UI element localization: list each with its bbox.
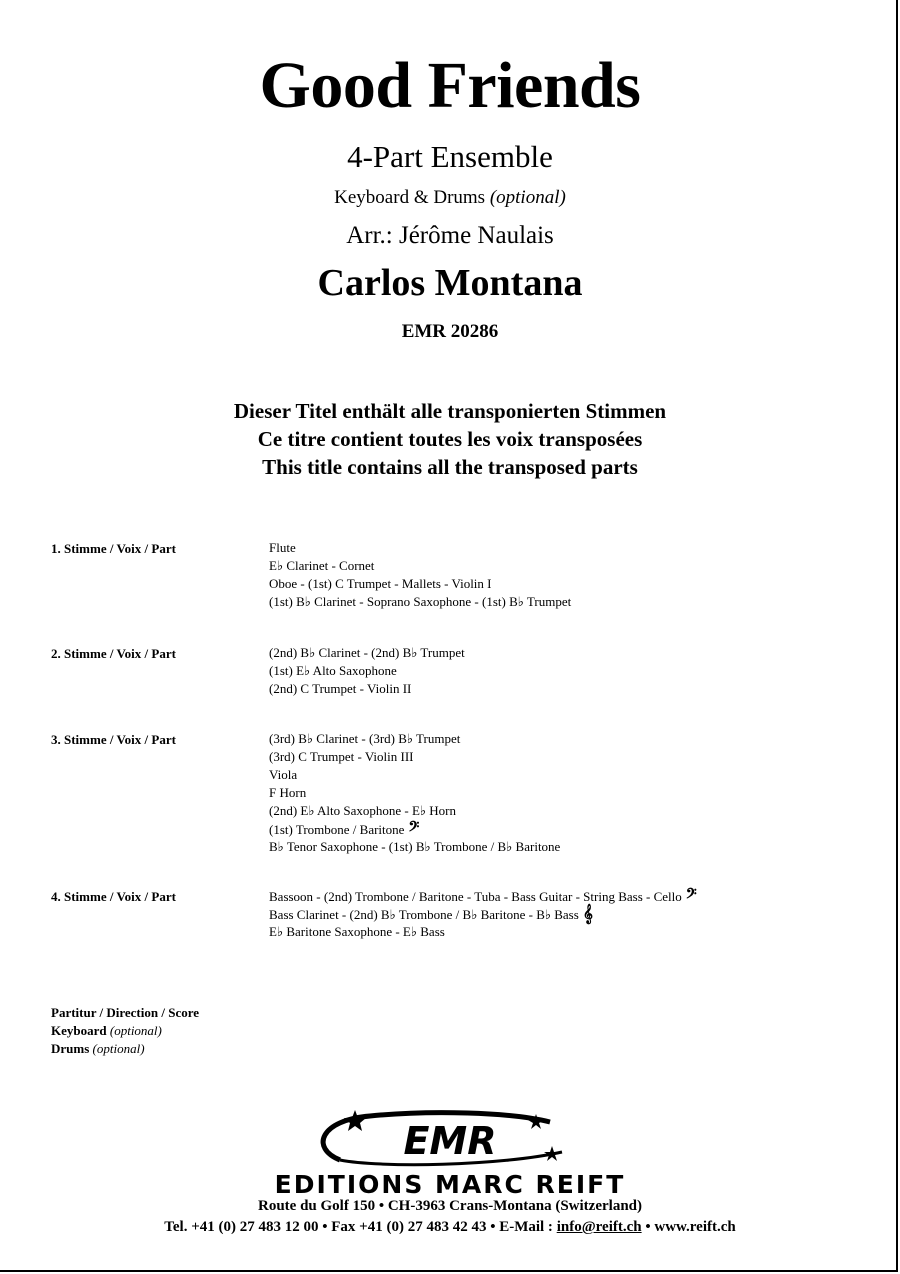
emr-logo bbox=[300, 1108, 600, 1170]
instrument-line: E♭ Baritone Saxophone - E♭ Bass bbox=[269, 924, 445, 939]
instrumentation-main: Keyboard & Drums bbox=[334, 187, 486, 208]
instrument-line: Flute bbox=[269, 540, 296, 555]
part-3-instruments bbox=[269, 730, 560, 856]
instrument-line: F Horn bbox=[269, 785, 307, 800]
arranger-credit: Arr.: Jérôme Naulais bbox=[346, 222, 554, 249]
instrument-line: Oboe - (1st) C Trumpet - Mallets - Violin I bbox=[269, 576, 492, 591]
instrument-line: Viola bbox=[269, 767, 298, 782]
publisher-address: Route du Golf 150 • CH-3963 Crans-Montana (Switzerland) bbox=[258, 1198, 642, 1214]
email-link[interactable]: info@reift.ch bbox=[556, 1219, 642, 1235]
logo-lettering: EMR bbox=[403, 1119, 497, 1163]
instrument-line: (2nd) C Trumpet - Violin II bbox=[269, 681, 412, 696]
part-2-label: 2. Stimme / Voix / Part bbox=[51, 646, 176, 661]
part-4-label: 4. Stimme / Voix / Part bbox=[51, 889, 176, 904]
composer-name: Carlos Montana bbox=[317, 262, 583, 304]
instrument-line-with-clef: Bass Clarinet - (2nd) B♭ Trombone / B♭ Baritone - B♭ Bass 𝄞 bbox=[269, 904, 593, 923]
instrument-line: (2nd) B♭ Clarinet - (2nd) B♭ Trumpet bbox=[269, 645, 465, 660]
instrument-line: B♭ Tenor Saxophone - (1st) B♭ Trombone / B♭ Baritone bbox=[269, 839, 561, 854]
contact-phone-fax: Tel. +41 (0) 27 483 12 00 • Fax +41 (0) 27 483 42 43 • E-Mail : bbox=[164, 1219, 557, 1235]
part-2-instruments bbox=[269, 644, 465, 698]
instrument-line: (1st) E♭ Alto Saxophone bbox=[269, 663, 397, 678]
instrumentation-line bbox=[0, 187, 900, 209]
catalog-number: EMR 20286 bbox=[401, 321, 499, 342]
part-4-instruments bbox=[269, 887, 697, 941]
instrumentation-optional: (optional) bbox=[489, 187, 566, 208]
notice-german: Dieser Titel enthält alle transponierten Stimmen bbox=[233, 399, 667, 423]
ensemble-subtitle: 4-Part Ensemble bbox=[347, 139, 553, 174]
keyboard-line: Keyboard (optional) bbox=[51, 1023, 162, 1038]
publisher-contact bbox=[0, 1219, 900, 1236]
instrument-line: (3rd) C Trumpet - Violin III bbox=[269, 749, 414, 764]
part-1-instruments bbox=[269, 539, 571, 611]
optional-note: (optional) bbox=[92, 1041, 145, 1056]
optional-note: (optional) bbox=[109, 1023, 162, 1038]
instrument-line: (3rd) B♭ Clarinet - (3rd) B♭ Trumpet bbox=[269, 731, 461, 746]
instrument-line-with-clef: Bassoon - (2nd) Trombone / Baritone - Tuba - Bass Guitar - String Bass - Cello 𝄢 bbox=[269, 886, 697, 905]
publisher-name: EDITIONS MARC REIFT bbox=[274, 1170, 626, 1199]
additional-parts bbox=[51, 1004, 199, 1058]
instrument-line: E♭ Clarinet - Cornet bbox=[269, 558, 375, 573]
treble-clef-icon: 𝄞 bbox=[582, 904, 593, 923]
bass-clef-icon: 𝄢 bbox=[408, 819, 420, 838]
instrument-line: (2nd) E♭ Alto Saxophone - E♭ Horn bbox=[269, 803, 457, 818]
drums-line: Drums (optional) bbox=[51, 1041, 145, 1056]
notice-french: Ce titre contient toutes les voix transposées bbox=[257, 427, 643, 451]
instrument-line: (1st) B♭ Clarinet - Soprano Saxophone - (1st) B♭ Trumpet bbox=[269, 594, 572, 609]
score-label: Partitur / Direction / Score bbox=[51, 1005, 200, 1020]
website-text: • www.reift.ch bbox=[641, 1219, 736, 1235]
part-3-label: 3. Stimme / Voix / Part bbox=[51, 732, 176, 747]
part-1-label: 1. Stimme / Voix / Part bbox=[51, 541, 176, 556]
notice-english: This title contains all the transposed parts bbox=[262, 455, 638, 479]
instrument-line-with-clef: (1st) Trombone / Baritone 𝄢 bbox=[269, 819, 420, 838]
bass-clef-icon: 𝄢 bbox=[685, 886, 697, 905]
piece-title: Good Friends bbox=[259, 49, 641, 122]
